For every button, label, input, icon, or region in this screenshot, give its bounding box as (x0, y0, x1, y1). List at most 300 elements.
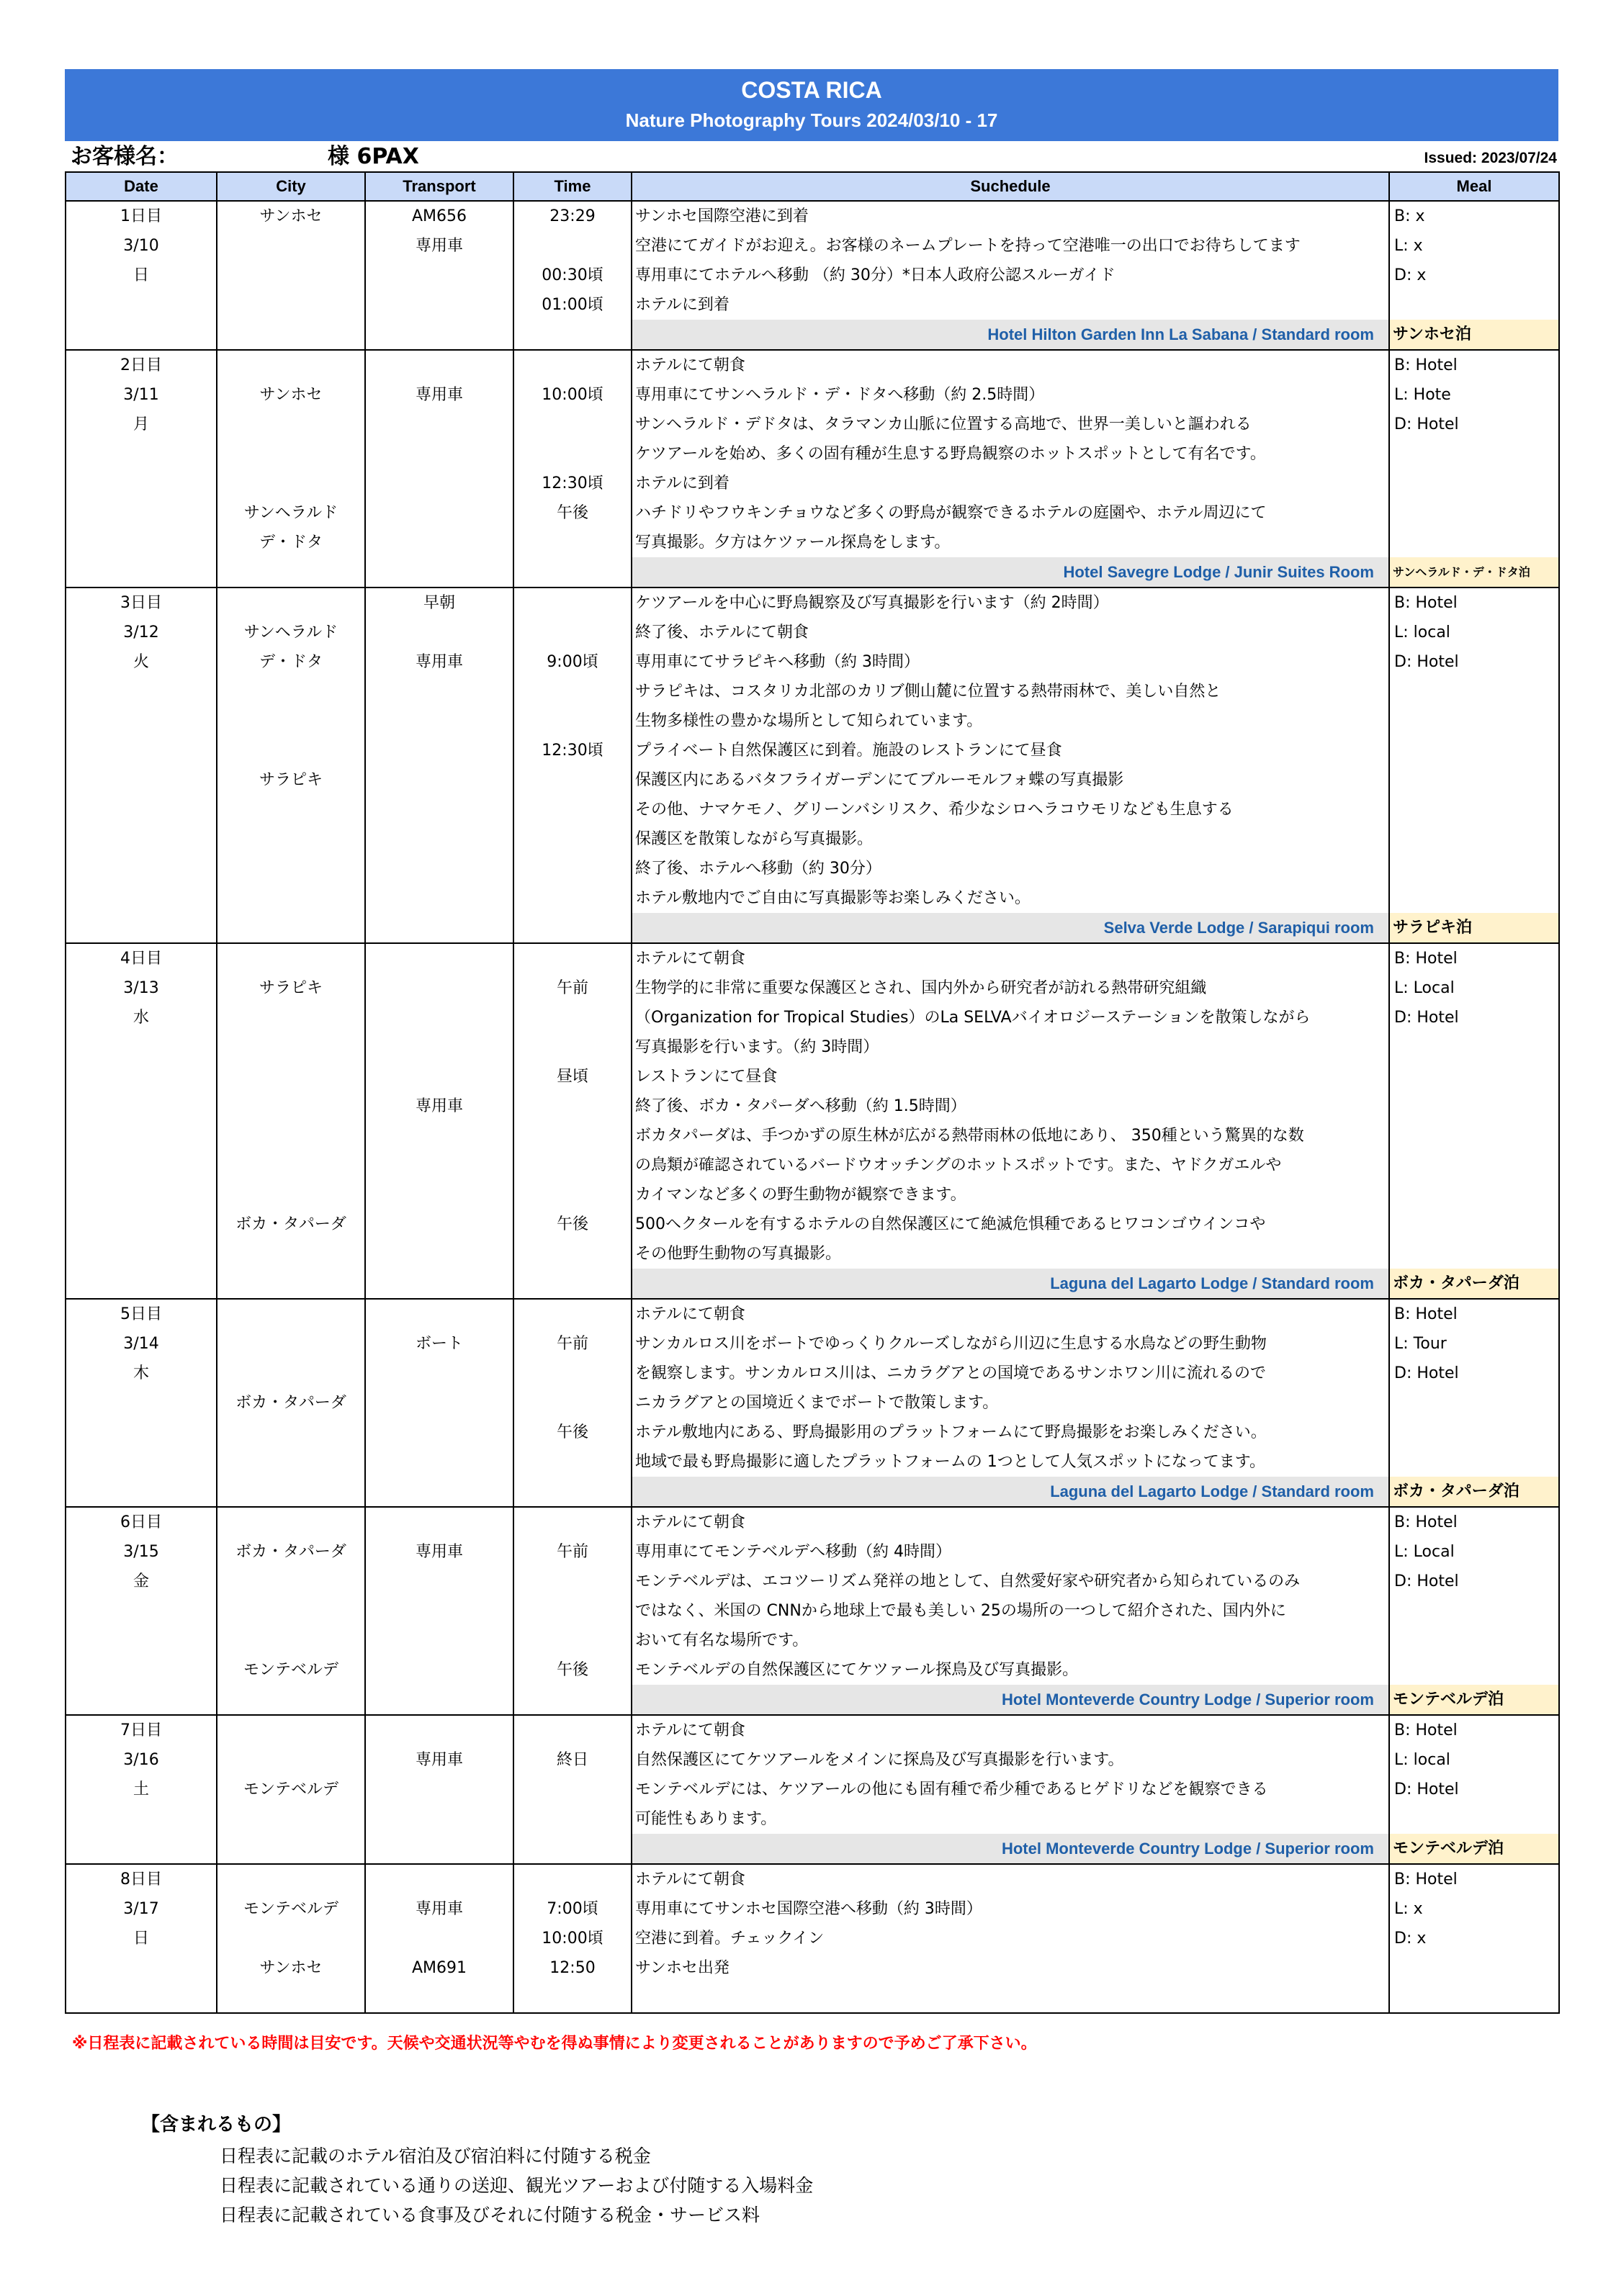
schedule-cell: 空港にてガイドがお迎え。お客様のネームプレートを持って空港唯一の出口でお待ちしてます (632, 231, 1389, 261)
schedule-cell: カイマンなど多くの野生動物が観察できます。 (632, 1180, 1389, 1210)
time-cell (513, 587, 632, 618)
transport-cell: 早朝 (365, 587, 513, 618)
time-cell (513, 1151, 632, 1180)
table-row (66, 261, 1559, 290)
time-cell (513, 350, 632, 380)
table-row (66, 231, 1559, 261)
meal-cell: D: Hotel (1389, 647, 1559, 677)
overnight-stay: サンヘラルド・デ・ドタ泊 (1389, 557, 1559, 587)
schedule-cell: サラピキは、コスタリカ北部のカリブ側山麓に位置する熱帯雨林で、美しい自然と (632, 677, 1389, 706)
time-cell: 午後 (513, 1210, 632, 1239)
meal-cell (1389, 795, 1559, 824)
overnight-stay: モンテベルデ泊 (1389, 1834, 1559, 1864)
date-cell: 7日目 (66, 1715, 217, 1745)
table-row (66, 1655, 1559, 1685)
city-cell: モンテベルデ (217, 1775, 365, 1804)
table-row (66, 1180, 1559, 1210)
schedule-cell: の鳥類が確認されているバードウオッチングのホットスポットです。また、ヤドクガエルや (632, 1151, 1389, 1180)
date-cell (66, 1834, 217, 1864)
date-cell (66, 795, 217, 824)
table-row (66, 854, 1559, 883)
time-cell (513, 824, 632, 854)
schedule-cell: 専用車にてサンホセ国際空港へ移動（約 3時間） (632, 1894, 1389, 1924)
schedule-cell: 生物多様性の豊かな場所として知られています。 (632, 706, 1389, 736)
date-cell (66, 1596, 217, 1626)
schedule-cell: ホテル敷地内にある、野鳥撮影用のプラットフォームにて野鳥撮影をお楽しみください。 (632, 1418, 1389, 1447)
hotel-row (66, 1269, 1559, 1299)
hotel-row (66, 1834, 1559, 1864)
column-header-date: Date (66, 172, 217, 201)
meal-cell: L: Hote (1389, 380, 1559, 410)
city-cell (217, 1567, 365, 1596)
transport-cell (365, 350, 513, 380)
meal-cell: D: Hotel (1389, 1775, 1559, 1804)
city-cell (217, 1626, 365, 1655)
date-cell: 3/16 (66, 1745, 217, 1775)
date-cell: 6日目 (66, 1507, 217, 1537)
transport-cell: AM691 (365, 1953, 513, 1983)
time-cell (513, 1032, 632, 1062)
date-cell: 3/12 (66, 618, 217, 647)
transport-cell (365, 1388, 513, 1418)
schedule-cell: ホテルにて朝食 (632, 1299, 1389, 1329)
transport-cell (365, 1180, 513, 1210)
included-title: 【含まれるもの】 (141, 2114, 292, 2135)
schedule-cell: ホテル敷地内でご自由に写真撮影等お楽しみください。 (632, 883, 1389, 913)
city-cell (217, 1269, 365, 1299)
date-cell (66, 439, 217, 469)
schedule-cell: 生物学的に非常に重要な保護区とされ、国内外から研究者が訪れる熱帯研究組織 (632, 973, 1389, 1003)
table-row (66, 736, 1559, 765)
transport-cell (365, 1299, 513, 1329)
city-cell: ボカ・タパーダ (217, 1537, 365, 1567)
city-cell (217, 1447, 365, 1477)
transport-cell (365, 1864, 513, 1894)
meal-cell (1389, 1953, 1559, 1983)
time-cell: 23:29 (513, 201, 632, 231)
city-cell (217, 557, 365, 587)
page-subtitle: Nature Photography Tours 2024/03/10 - 17 (625, 109, 998, 131)
time-cell (513, 1685, 632, 1715)
date-cell: 3/10 (66, 231, 217, 261)
table-row (66, 1745, 1559, 1775)
column-header-transport: Transport (365, 172, 513, 201)
date-cell (66, 824, 217, 854)
meal-cell (1389, 1032, 1559, 1062)
date-cell (66, 1447, 217, 1477)
time-cell: 12:30頃 (513, 469, 632, 498)
table-row (66, 973, 1559, 1003)
table-row (66, 1032, 1559, 1062)
transport-cell (365, 439, 513, 469)
meal-cell (1389, 1239, 1559, 1269)
city-cell (217, 1418, 365, 1447)
time-cell: 00:30頃 (513, 261, 632, 290)
transport-cell: AM656 (365, 201, 513, 231)
meal-cell (1389, 498, 1559, 528)
transport-cell (365, 1062, 513, 1091)
included-item: 日程表に記載されている通りの送迎、観光ツアーおよび付随する入場料金 (220, 2175, 814, 2196)
schedule-cell: 終了後、ボカ・タパーダへ移動（約 1.5時間） (632, 1091, 1389, 1121)
meal-cell: B: Hotel (1389, 1507, 1559, 1537)
table-row (66, 1418, 1559, 1447)
table-row (66, 1715, 1559, 1745)
date-cell (66, 1269, 217, 1299)
date-cell (66, 1388, 217, 1418)
city-cell (217, 410, 365, 439)
time-cell: 午前 (513, 1329, 632, 1359)
meal-cell (1389, 706, 1559, 736)
customer-row (65, 141, 1558, 171)
transport-cell (365, 1269, 513, 1299)
table-row (66, 1596, 1559, 1626)
hotel-name: Selva Verde Lodge / Sarapiqui room (632, 913, 1389, 943)
city-cell (217, 1477, 365, 1507)
schedule-cell: 写真撮影を行います。（約 3時間） (632, 1032, 1389, 1062)
customer-suffix: 様 6PAX (328, 144, 419, 169)
city-cell (217, 736, 365, 765)
table-row (66, 1953, 1559, 1983)
transport-cell (365, 854, 513, 883)
column-header-meal: Meal (1389, 172, 1559, 201)
schedule-cell: ケツアールを中心に野鳥観察及び写真撮影を行います（約 2時間） (632, 587, 1389, 618)
time-cell (513, 1715, 632, 1745)
meal-cell: L: local (1389, 618, 1559, 647)
title-banner (65, 69, 1558, 141)
meal-cell (1389, 1655, 1559, 1685)
city-cell (217, 1745, 365, 1775)
schedule-cell: 自然保護区にてケツアールをメインに探鳥及び写真撮影を行います。 (632, 1745, 1389, 1775)
schedule-cell: 空港に到着。チェックイン (632, 1924, 1389, 1953)
city-cell: サンヘラルド (217, 498, 365, 528)
date-cell (66, 1210, 217, 1239)
time-cell (513, 1983, 632, 2013)
transport-cell (365, 1626, 513, 1655)
time-cell (513, 528, 632, 557)
transport-cell (365, 1032, 513, 1062)
city-cell (217, 1032, 365, 1062)
table-row (66, 677, 1559, 706)
time-cell (513, 231, 632, 261)
city-cell (217, 854, 365, 883)
meal-cell (1389, 1626, 1559, 1655)
schedule-cell: 写真撮影。夕方はケツァール探鳥をします。 (632, 528, 1389, 557)
time-cell (513, 883, 632, 913)
table-row (66, 1121, 1559, 1151)
date-cell (66, 1121, 217, 1151)
transport-cell: ボート (365, 1329, 513, 1359)
date-cell: 3/14 (66, 1329, 217, 1359)
date-cell (66, 320, 217, 350)
table-row (66, 1151, 1559, 1180)
meal-cell: L: local (1389, 1745, 1559, 1775)
time-cell (513, 439, 632, 469)
transport-cell: 専用車 (365, 1091, 513, 1121)
time-cell (513, 1507, 632, 1537)
meal-cell (1389, 1091, 1559, 1121)
included-item: 日程表に記載のホテル宿泊及び宿泊料に付随する税金 (220, 2146, 651, 2166)
hotel-name: Laguna del Lagarto Lodge / Standard room (632, 1477, 1389, 1507)
table-row (66, 1388, 1559, 1418)
time-cell: 10:00頃 (513, 1924, 632, 1953)
table-row (66, 1775, 1559, 1804)
time-cell: 12:50 (513, 1953, 632, 1983)
transport-cell (365, 1924, 513, 1953)
meal-cell (1389, 528, 1559, 557)
transport-cell (365, 1121, 513, 1151)
city-cell: デ・ドタ (217, 647, 365, 677)
date-cell (66, 498, 217, 528)
meal-cell: L: Local (1389, 973, 1559, 1003)
time-cell (513, 1239, 632, 1269)
transport-cell (365, 261, 513, 290)
date-cell (66, 1477, 217, 1507)
table-row (66, 528, 1559, 557)
time-cell (513, 1091, 632, 1121)
transport-cell (365, 1685, 513, 1715)
city-cell: サラピキ (217, 765, 365, 795)
transport-cell (365, 410, 513, 439)
city-cell (217, 1239, 365, 1269)
schedule-cell: ニカラグアとの国境近くまでボートで散策します。 (632, 1388, 1389, 1418)
city-cell (217, 1299, 365, 1329)
city-cell (217, 320, 365, 350)
schedule-cell: その他、ナマケモノ、グリーンバシリスク、希少なシロヘラコウモリなども生息する (632, 795, 1389, 824)
time-cell: 午前 (513, 973, 632, 1003)
overnight-stay: サンホセ泊 (1389, 320, 1559, 350)
city-cell (217, 261, 365, 290)
transport-cell (365, 765, 513, 795)
transport-cell (365, 1834, 513, 1864)
meal-cell (1389, 1180, 1559, 1210)
transport-cell (365, 1715, 513, 1745)
schedule-cell: サンホセ国際空港に到着 (632, 201, 1389, 231)
table-row (66, 1983, 1559, 2013)
meal-cell: B: Hotel (1389, 943, 1559, 973)
transport-cell: 専用車 (365, 1537, 513, 1567)
hotel-row (66, 1685, 1559, 1715)
transport-cell (365, 943, 513, 973)
schedule-cell: ホテルに到着 (632, 290, 1389, 320)
time-cell (513, 1596, 632, 1626)
date-cell (66, 1032, 217, 1062)
hotel-name: Hotel Monteverde Country Lodge / Superior room (632, 1685, 1389, 1715)
meal-cell (1389, 469, 1559, 498)
city-cell (217, 1091, 365, 1121)
date-cell (66, 1418, 217, 1447)
city-cell (217, 1003, 365, 1032)
date-cell (66, 1983, 217, 2013)
date-cell (66, 883, 217, 913)
time-cell (513, 1359, 632, 1388)
time-cell: 午後 (513, 498, 632, 528)
time-cell: 01:00頃 (513, 290, 632, 320)
table-row (66, 1062, 1559, 1091)
table-row (66, 1210, 1559, 1239)
time-cell (513, 1003, 632, 1032)
meal-cell (1389, 1151, 1559, 1180)
date-cell (66, 1626, 217, 1655)
table-row (66, 618, 1559, 647)
hotel-row (66, 557, 1559, 587)
meal-cell (1389, 765, 1559, 795)
date-cell: 月 (66, 410, 217, 439)
table-row (66, 469, 1559, 498)
table-row (66, 350, 1559, 380)
time-cell (513, 943, 632, 973)
city-cell (217, 677, 365, 706)
city-cell (217, 1062, 365, 1091)
table-row (66, 498, 1559, 528)
time-cell: 午後 (513, 1655, 632, 1685)
schedule-cell: 500ヘクタールを有するホテルの自然保護区にて絶滅危惧種であるヒワコンゴウインコや (632, 1210, 1389, 1239)
schedule-cell: 終了後、ホテルへ移動（約 30分） (632, 854, 1389, 883)
time-cell: 7:00頃 (513, 1894, 632, 1924)
time-cell (513, 1775, 632, 1804)
hotel-row (66, 913, 1559, 943)
column-header-time: Time (513, 172, 632, 201)
time-cell (513, 706, 632, 736)
schedule-cell: （Organization for Tropical Studies）のLa SELVAバイオロジーステーションを散策しながら (632, 1003, 1389, 1032)
table-header-row (66, 172, 1559, 201)
overnight-stay: ボカ・タパーダ泊 (1389, 1477, 1559, 1507)
schedule-cell: ホテルにて朝食 (632, 1507, 1389, 1537)
schedule-cell: ケツアールを始め、多くの固有種が生息する野鳥観察のホットスポットとして有名です。 (632, 439, 1389, 469)
city-cell: サンホセ (217, 201, 365, 231)
table-row (66, 1003, 1559, 1032)
city-cell: サンホセ (217, 380, 365, 410)
meal-cell (1389, 290, 1559, 320)
date-cell (66, 1239, 217, 1269)
meal-cell (1389, 1388, 1559, 1418)
hotel-name: Hotel Savegre Lodge / Junir Suites Room (632, 557, 1389, 587)
table-row (66, 1804, 1559, 1834)
disclaimer-note: ※日程表に記載されている時間は目安です。天候や交通状況等やむを得ぬ事情により変更されることがありますので予めご了承下さい。 (72, 2035, 1037, 2053)
transport-cell (365, 736, 513, 765)
date-cell (66, 677, 217, 706)
schedule-cell: その他野生動物の写真撮影。 (632, 1239, 1389, 1269)
meal-cell (1389, 883, 1559, 913)
city-cell: サンホセ (217, 1953, 365, 1983)
table-row (66, 1567, 1559, 1596)
meal-cell: D: Hotel (1389, 1567, 1559, 1596)
time-cell (513, 765, 632, 795)
date-cell: 金 (66, 1567, 217, 1596)
schedule-cell: サンホセ出発 (632, 1953, 1389, 1983)
city-cell (217, 943, 365, 973)
date-cell (66, 736, 217, 765)
meal-cell: L: Local (1389, 1537, 1559, 1567)
schedule-cell: を観察します。サンカルロス川は、ニカラグアとの国境であるサンホワン川に流れるので (632, 1359, 1389, 1388)
table-row (66, 410, 1559, 439)
city-cell (217, 469, 365, 498)
table-row (66, 943, 1559, 973)
transport-cell (365, 795, 513, 824)
city-cell (217, 1151, 365, 1180)
date-cell (66, 1151, 217, 1180)
meal-cell: D: Hotel (1389, 1359, 1559, 1388)
schedule-cell: 専用車にてホテルへ移動 （約 30分）*日本人政府公認スルーガイド (632, 261, 1389, 290)
city-cell: ボカ・タパーダ (217, 1210, 365, 1239)
city-cell (217, 1596, 365, 1626)
schedule-cell: ボカタパーダは、手つかずの原生林が広がる熱帯雨林の低地にあり、 350種という驚異的な数 (632, 1121, 1389, 1151)
table-row (66, 1864, 1559, 1894)
meal-cell: B: Hotel (1389, 1864, 1559, 1894)
transport-cell (365, 1983, 513, 2013)
time-cell (513, 1626, 632, 1655)
meal-cell (1389, 824, 1559, 854)
date-cell: 水 (66, 1003, 217, 1032)
date-cell: 3/17 (66, 1894, 217, 1924)
schedule-cell: ホテルにて朝食 (632, 943, 1389, 973)
schedule-cell: ホテルにて朝食 (632, 1864, 1389, 1894)
transport-cell: 専用車 (365, 1894, 513, 1924)
time-cell (513, 410, 632, 439)
time-cell (513, 320, 632, 350)
transport-cell (365, 1507, 513, 1537)
date-cell: 5日目 (66, 1299, 217, 1329)
meal-cell: D: x (1389, 1924, 1559, 1953)
transport-cell (365, 469, 513, 498)
schedule-cell: 終了後、ホテルにて朝食 (632, 618, 1389, 647)
schedule-cell: モンテベルデには、ケツアールの他にも固有種で希少種であるヒゲドリなどを観察できる (632, 1775, 1389, 1804)
date-cell: 日 (66, 261, 217, 290)
time-cell (513, 1447, 632, 1477)
column-header-schedule: Suchedule (632, 172, 1389, 201)
city-cell (217, 290, 365, 320)
table-row (66, 1894, 1559, 1924)
transport-cell: 専用車 (365, 1745, 513, 1775)
table-row (66, 1924, 1559, 1953)
city-cell (217, 1685, 365, 1715)
time-cell: 午前 (513, 1537, 632, 1567)
date-cell (66, 854, 217, 883)
meal-cell (1389, 1596, 1559, 1626)
meal-cell: B: Hotel (1389, 587, 1559, 618)
table-row (66, 439, 1559, 469)
date-cell: 火 (66, 647, 217, 677)
transport-cell: 専用車 (365, 647, 513, 677)
schedule-cell: 専用車にてサンヘラルド・デ・ドタへ移動（約 2.5時間） (632, 380, 1389, 410)
date-cell: 日 (66, 1924, 217, 1953)
date-cell (66, 1953, 217, 1983)
meal-cell: B: x (1389, 201, 1559, 231)
date-cell (66, 1091, 217, 1121)
transport-cell (365, 677, 513, 706)
time-cell: 昼頃 (513, 1062, 632, 1091)
time-cell: 10:00頃 (513, 380, 632, 410)
city-cell (217, 1864, 365, 1894)
meal-cell: B: Hotel (1389, 350, 1559, 380)
transport-cell (365, 1418, 513, 1447)
schedule-cell: 保護区を散策しながら写真撮影。 (632, 824, 1389, 854)
date-cell: 3日目 (66, 587, 217, 618)
transport-cell (365, 1239, 513, 1269)
table-row (66, 1507, 1559, 1537)
transport-cell (365, 1210, 513, 1239)
meal-cell (1389, 1447, 1559, 1477)
table-row (66, 1329, 1559, 1359)
meal-cell (1389, 736, 1559, 765)
table-row (66, 290, 1559, 320)
city-cell (217, 587, 365, 618)
city-cell (217, 795, 365, 824)
transport-cell (365, 1567, 513, 1596)
meal-cell: D: Hotel (1389, 1003, 1559, 1032)
schedule-cell: プライベート自然保護区に到着。施設のレストランにて昼食 (632, 736, 1389, 765)
table-row (66, 1359, 1559, 1388)
schedule-cell (632, 1983, 1389, 2013)
